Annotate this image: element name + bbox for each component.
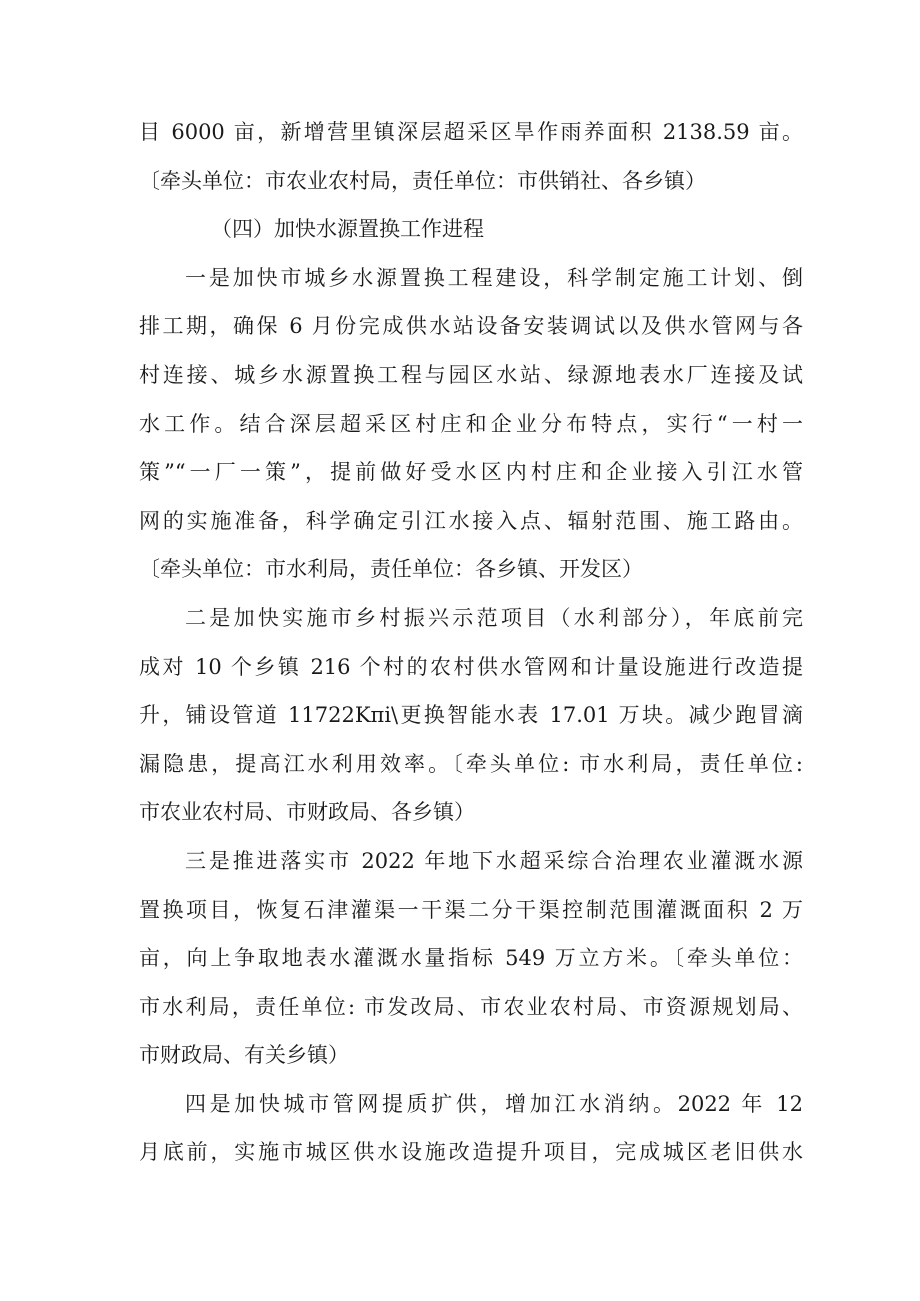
text-line: 成对 10 个乡镇 216 个村的农村供水管网和计量设施进行改造提 bbox=[139, 654, 803, 679]
text-line: 排工期，确保 6 月份完成供水站设备安装调试以及供水管网与各 bbox=[139, 314, 803, 339]
text-line: 二是加快实施市乡村振兴示范项目（水利部分），年底前完 bbox=[185, 605, 803, 630]
text-line: 网的实施准备，科学确定引江水接入点、辐射范围、施工路由。 bbox=[139, 508, 803, 533]
text-line: 三是推进落实市 2022 年地下水超采综合治理农业灌溉水源 bbox=[185, 848, 803, 873]
text-line: 水工作。结合深层超采区村庄和企业分布特点，实行“一村一 bbox=[139, 411, 803, 436]
section-heading: （四）加快水源置换工作进程 bbox=[211, 217, 484, 242]
text-line: 四是加快城市管网提质扩供，增加江水消纳。2022 年 12 bbox=[185, 1091, 803, 1116]
text-line: 市农业农村局、市财政局、各乡镇） bbox=[139, 800, 475, 825]
text-line: 目 6000 亩，新增营里镇深层超采区旱作雨养面积 2138.59 亩。 bbox=[139, 120, 803, 144]
text-line: 一是加快市城乡水源置换工程建设，科学制定施工计划、倒 bbox=[185, 265, 803, 290]
text-line: 置换项目，恢复石津灌渠一干渠二分干渠控制范围灌溉面积 2 万 bbox=[139, 897, 803, 922]
text-line: 市水利局，责任单位: 市发改局、市农业农村局、市资源规划局、 bbox=[139, 994, 803, 1019]
text-line: 〔牵头单位：市农业农村局，责任单位：市供销社、各乡镇） bbox=[139, 168, 706, 193]
document-body bbox=[139, 108, 803, 1177]
text-line: 策”“一厂一策”，提前做好受水区内村庄和企业接入引江水管 bbox=[139, 460, 803, 485]
text-line: 〔牵头单位：市水利局，责任单位：各乡镇、开发区） bbox=[139, 557, 643, 582]
text-line: 市财政局、有关乡镇） bbox=[139, 1043, 349, 1068]
text-line: 漏隐患，提高江水利用效率。〔牵头单位: 市水利局，责任单位: bbox=[139, 751, 803, 776]
text-line: 升，铺设管道 11722Kπi\更换智能水表 17.01 万块。减少跑冒滴 bbox=[139, 703, 803, 728]
text-line: 亩，向上争取地表水灌溉水量指标 549 万立方米。〔牵头单位： bbox=[139, 946, 803, 971]
text-line: 月底前，实施市城区供水设施改造提升项目，完成城区老旧供水 bbox=[139, 1140, 803, 1165]
text-line: 村连接、城乡水源置换工程与园区水站、绿源地表水厂连接及试 bbox=[139, 362, 803, 387]
